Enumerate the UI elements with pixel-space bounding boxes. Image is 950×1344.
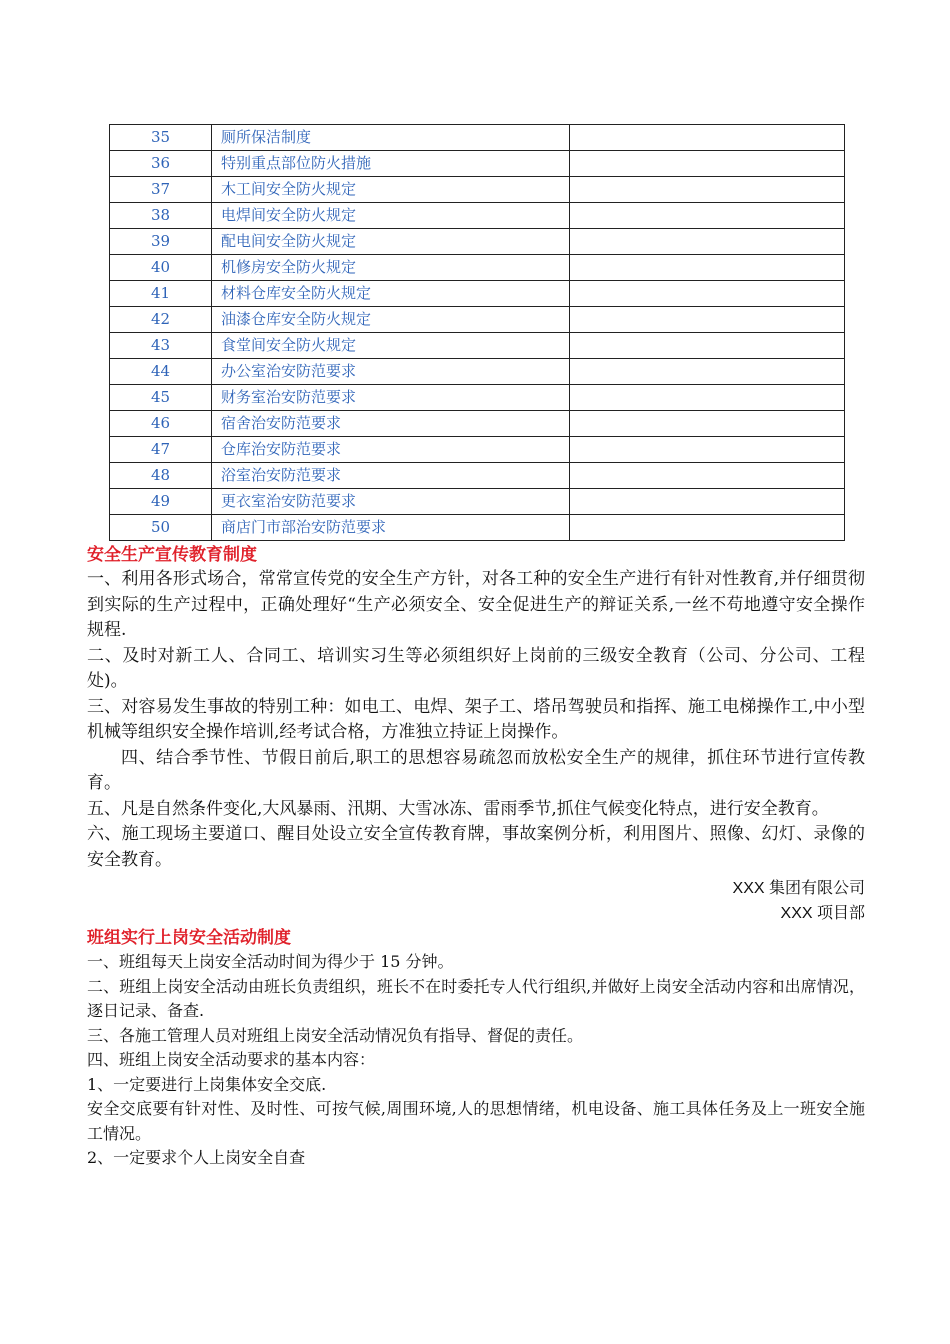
paragraph: 2、一定要求个人上岗安全自查 — [87, 1148, 306, 1167]
row-number: 41 — [110, 281, 212, 307]
section-title-safety-education: 安全生产宣传教育制度 — [87, 545, 257, 565]
table-row — [110, 515, 845, 541]
rule-note — [570, 489, 845, 515]
table-row — [110, 489, 845, 515]
row-number: 48 — [110, 463, 212, 489]
table-row — [110, 229, 845, 255]
table-row — [110, 177, 845, 203]
rule-note — [570, 333, 845, 359]
row-number: 45 — [110, 385, 212, 411]
row-number: 43 — [110, 333, 212, 359]
rule-note — [570, 125, 845, 151]
rule-name: 商店门市部治安防范要求 — [212, 515, 570, 541]
rules-table-body — [110, 125, 845, 541]
paragraph: 四、结合季节性、节假日前后,职工的思想容易疏忽而放松安全生产的规律，抓住环节进行宣传教育。 — [87, 747, 865, 793]
row-number: 35 — [110, 125, 212, 151]
rule-note — [570, 515, 845, 541]
paragraph: 一、班组每天上岗安全活动时间为得少于 15 分钟。 — [87, 952, 454, 971]
document-content — [87, 543, 865, 1171]
rule-note — [570, 151, 845, 177]
row-number: 46 — [110, 411, 212, 437]
rule-note — [570, 229, 845, 255]
rule-name: 特别重点部位防火措施 — [212, 151, 570, 177]
rule-note — [570, 359, 845, 385]
rule-name: 木工间安全防火规定 — [212, 177, 570, 203]
signature-company: XXX 集团有限公司 — [732, 880, 865, 897]
section-title-team-activity: 班组实行上岗安全活动制度 — [87, 928, 291, 948]
row-number: 40 — [110, 255, 212, 281]
rule-name: 浴室治安防范要求 — [212, 463, 570, 489]
row-number: 38 — [110, 203, 212, 229]
table-row — [110, 333, 845, 359]
rule-name: 厕所保洁制度 — [212, 125, 570, 151]
row-number: 44 — [110, 359, 212, 385]
rule-name: 食堂间安全防火规定 — [212, 333, 570, 359]
table-row — [110, 359, 845, 385]
rule-name: 办公室治安防范要求 — [212, 359, 570, 385]
signature-department: XXX 项目部 — [780, 905, 865, 922]
rule-name: 仓库治安防范要求 — [212, 437, 570, 463]
paragraph: 四、班组上岗安全活动要求的基本内容： — [87, 1050, 376, 1069]
rule-note — [570, 307, 845, 333]
row-number: 37 — [110, 177, 212, 203]
table-row — [110, 411, 845, 437]
table-row — [110, 203, 845, 229]
table-row — [110, 463, 845, 489]
table-row — [110, 125, 845, 151]
rule-name: 宿舍治安防范要求 — [212, 411, 570, 437]
rule-note — [570, 255, 845, 281]
rule-note — [570, 177, 845, 203]
rule-name: 财务室治安防范要求 — [212, 385, 570, 411]
table-row — [110, 255, 845, 281]
paragraph: 1、一定要进行上岗集体安全交底. — [87, 1074, 327, 1094]
table-row — [110, 437, 845, 463]
rule-name: 油漆仓库安全防火规定 — [212, 307, 570, 333]
rule-note — [570, 437, 845, 463]
rule-note — [570, 411, 845, 437]
rule-name: 更衣室治安防范要求 — [212, 489, 570, 515]
rule-note — [570, 385, 845, 411]
row-number: 50 — [110, 515, 212, 541]
rules-table — [109, 124, 845, 541]
rule-note — [570, 463, 845, 489]
rule-name: 机修房安全防火规定 — [212, 255, 570, 281]
paragraph: 二、班组上岗安全活动由班长负责组织，班长不在时委托专人代行组织,并做好上岗安全活动内容和出席情况，逐日记录、备查. — [87, 976, 865, 1020]
paragraph: 三、各施工管理人员对班组上岗安全活动情况负有指导、督促的责任。 — [87, 1025, 584, 1045]
rule-name: 材料仓库安全防火规定 — [212, 281, 570, 307]
paragraph: 二、及时对新工人、合同工、培训实习生等必须组织好上岗前的三级安全教育（公司、分公司、工程处)。 — [87, 645, 865, 691]
row-number: 49 — [110, 489, 212, 515]
row-number: 42 — [110, 307, 212, 333]
table-row — [110, 385, 845, 411]
table-row — [110, 151, 845, 177]
paragraph: 一、利用各形式场合，常常宣传党的安全生产方针，对各工种的安全生产进行有针对性教育,并仔细贯彻到实际的生产过程中，正确处理好“生产必须安全、安全促进生产的辩证关系,一丝不苟地遵守安全操作规程. — [87, 569, 865, 640]
paragraph: 安全交底要有针对性、及时性、可按气候,周围环境,人的思想情绪，机电设备、施工具体任务及上一班安全施工情况。 — [87, 1099, 865, 1143]
paragraph: 六、施工现场主要道口、醒目处设立安全宣传教育牌，事故案例分析，利用图片、照像、幻灯、录像的安全教育。 — [87, 824, 865, 870]
paragraph: 三、对容易发生事故的特别工种：如电工、电焊、架子工、塔吊驾驶员和指挥、施工电梯操作工,中小型机械等组织安全操作培训,经考试合格，方准独立持证上岗操作。 — [87, 696, 865, 742]
rule-note — [570, 203, 845, 229]
rule-name: 配电间安全防火规定 — [212, 229, 570, 255]
rule-note — [570, 281, 845, 307]
rule-name: 电焊间安全防火规定 — [212, 203, 570, 229]
table-row — [110, 307, 845, 333]
row-number: 36 — [110, 151, 212, 177]
table-row — [110, 281, 845, 307]
paragraph: 五、凡是自然条件变化,大风暴雨、汛期、大雪冰冻、雷雨季节,抓住气候变化特点，进行安全教育。 — [87, 798, 829, 819]
row-number: 47 — [110, 437, 212, 463]
row-number: 39 — [110, 229, 212, 255]
